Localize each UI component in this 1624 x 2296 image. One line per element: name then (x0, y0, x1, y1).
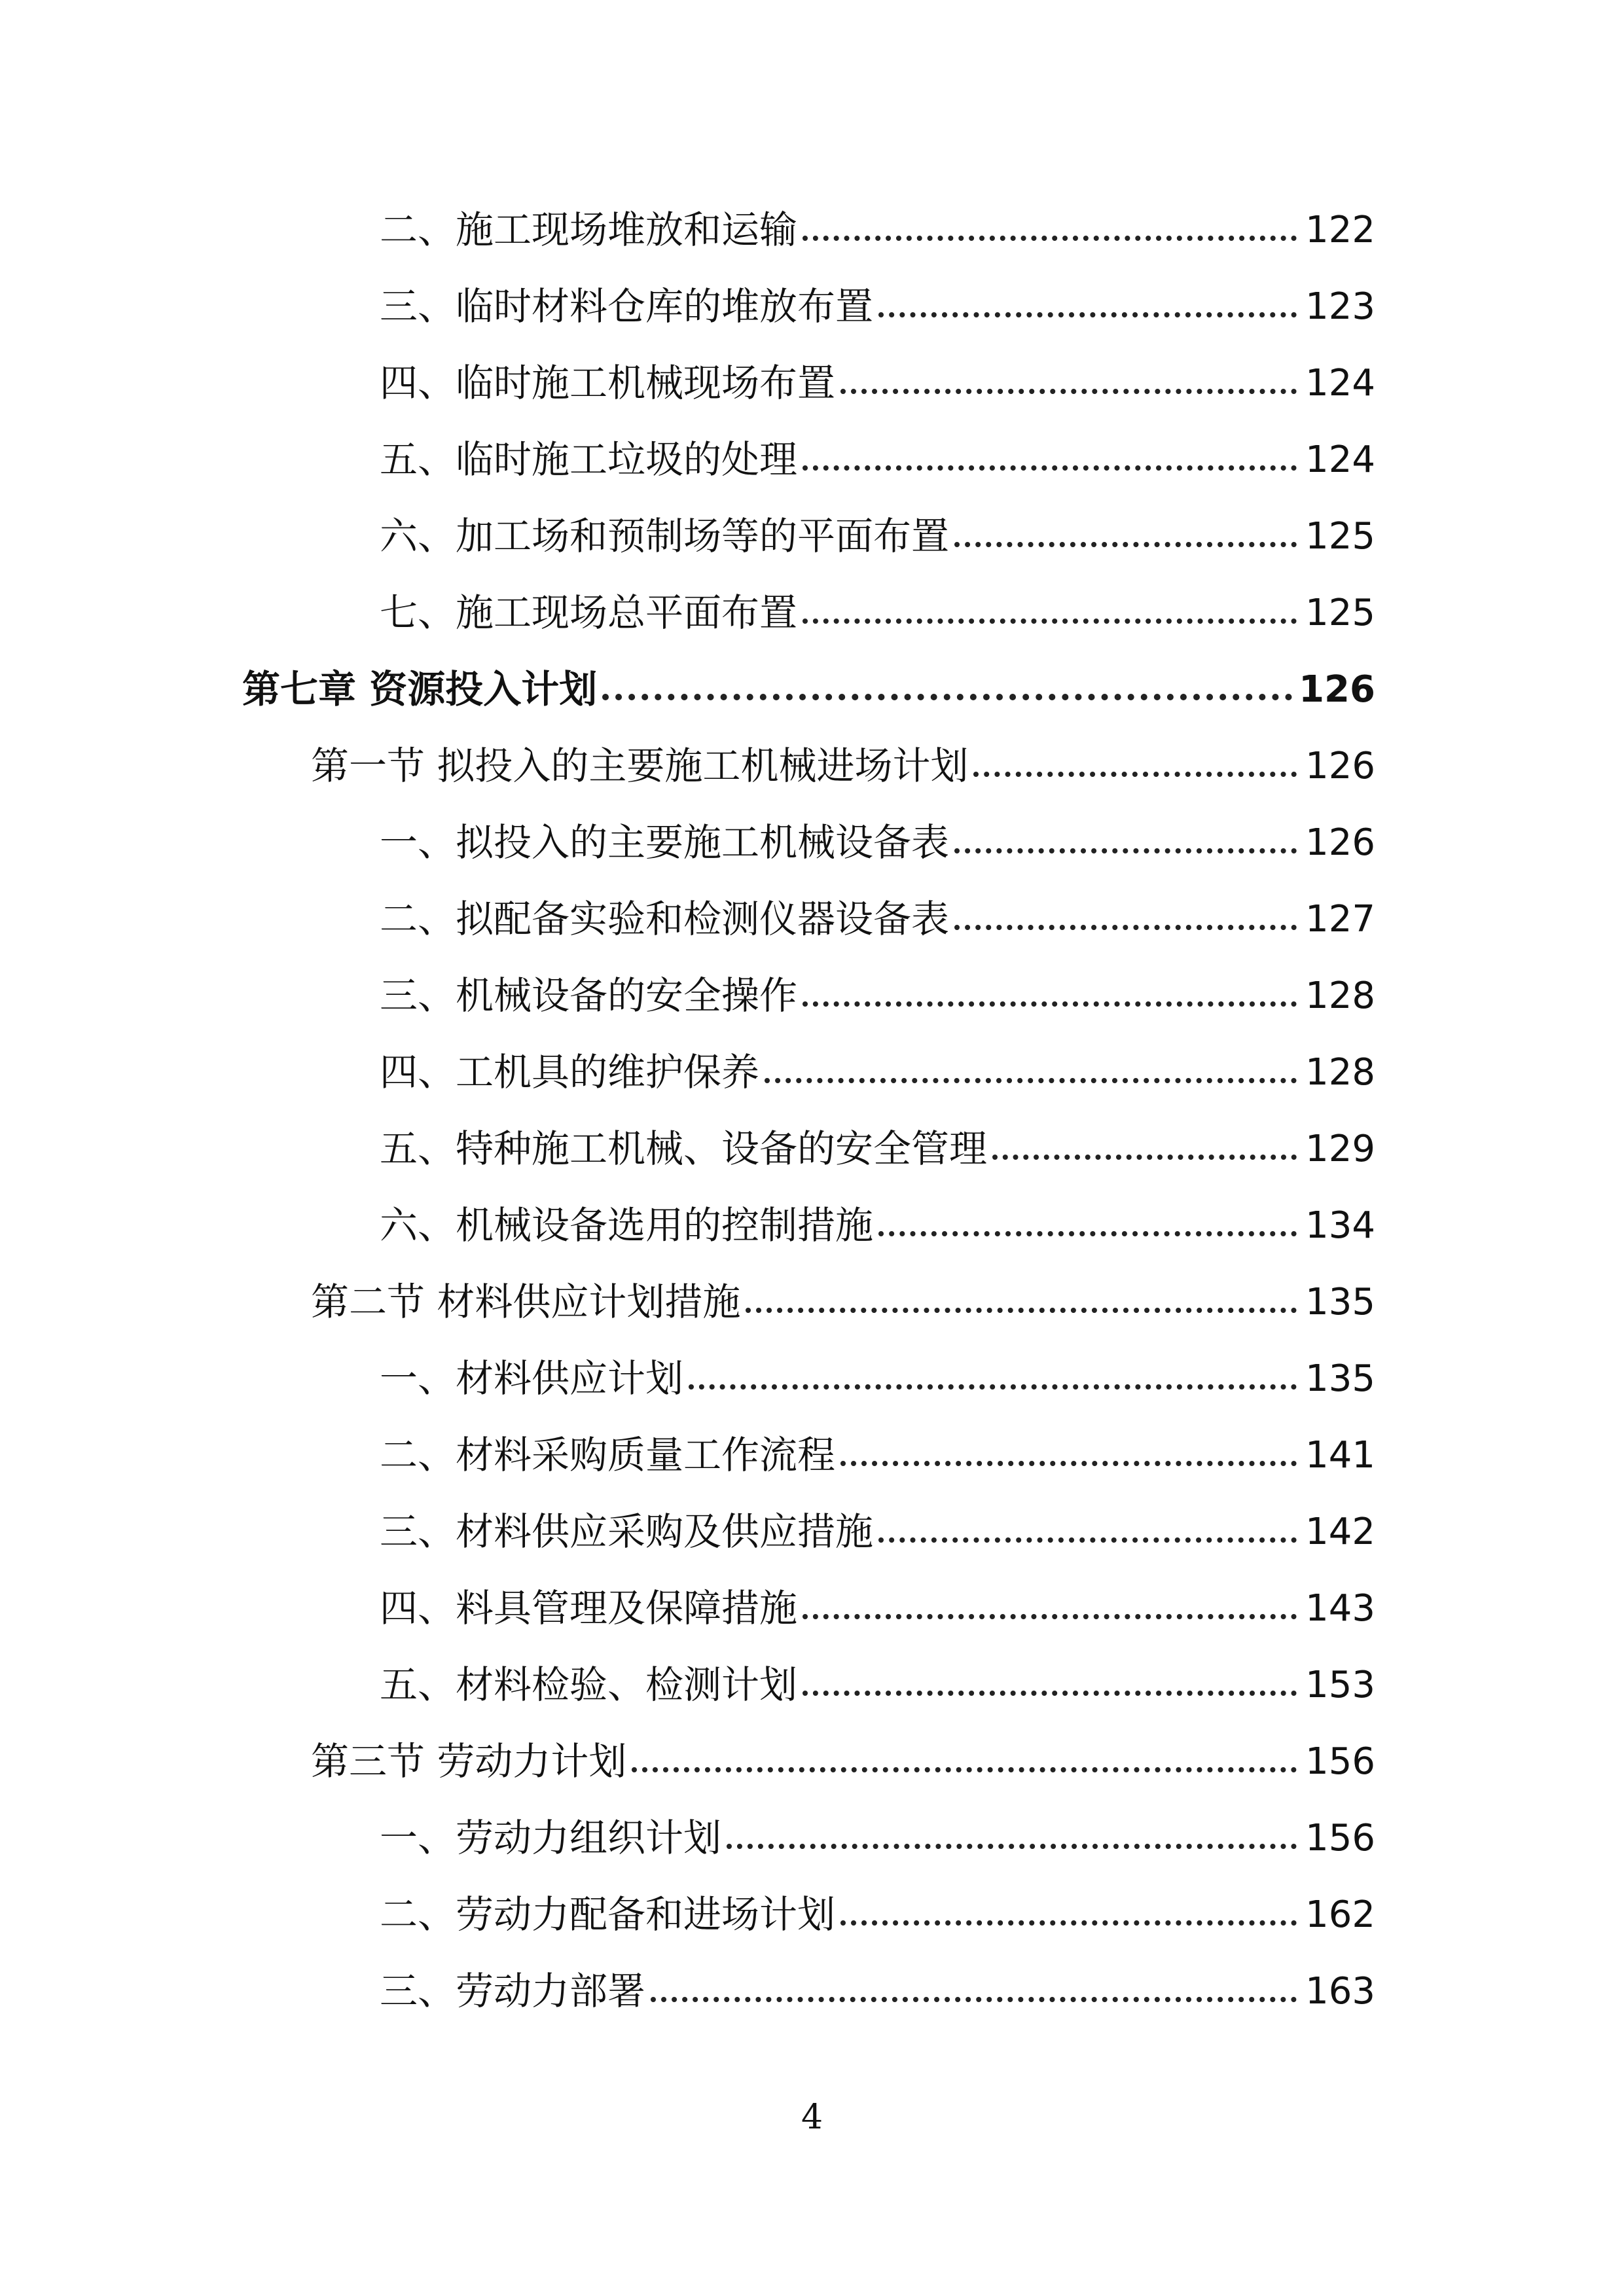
toc-entry-page: 128 (1305, 1051, 1375, 1094)
toc-entry-page: 126 (1299, 668, 1375, 711)
toc-entry[interactable] (0, 802, 1624, 865)
toc-entry-title: 一、材料供应计划 (380, 1356, 684, 1401)
toc-entry-page: 143 (1305, 1587, 1375, 1630)
toc-entry-page: 142 (1305, 1511, 1375, 1553)
toc-leader-dots (840, 1461, 1297, 1466)
toc-leader-dots (746, 1308, 1297, 1313)
toc-section-entry[interactable] (0, 1262, 1624, 1324)
toc-entry-title: 四、临时施工机械现场布置 (380, 361, 836, 405)
toc-entry-page: 124 (1305, 439, 1375, 481)
toc-entry-page: 128 (1305, 975, 1375, 1017)
toc-entry-page: 163 (1305, 1970, 1375, 2013)
toc-entry[interactable] (0, 420, 1624, 482)
toc-leader-dots (878, 312, 1297, 317)
toc-entry[interactable] (0, 1032, 1624, 1094)
toc-leader-dots (803, 1001, 1297, 1007)
toc-entry[interactable] (0, 190, 1624, 252)
toc-entry-title: 二、劳动力配备和进场计划 (380, 1892, 836, 1937)
toc-entry[interactable] (0, 1185, 1624, 1247)
toc-entry-page: 123 (1305, 285, 1375, 328)
toc-leader-dots (651, 1997, 1297, 2002)
toc-entry-page: 125 (1305, 515, 1375, 558)
toc-entry-title: 第七章 资源投入计划 (242, 667, 598, 711)
toc-leader-dots (632, 1767, 1297, 1772)
toc-entry-title: 第一节 拟投入的主要施工机械进场计划 (311, 744, 969, 788)
toc-entry-title: 五、材料检验、检测计划 (380, 1662, 798, 1707)
toc-entry-title: 二、材料采购质量工作流程 (380, 1433, 836, 1477)
toc-leader-dots (973, 772, 1297, 777)
toc-entry-title: 六、加工场和预制场等的平面布置 (380, 514, 950, 558)
toc-entry[interactable] (0, 1338, 1624, 1401)
toc-entry-page: 141 (1305, 1434, 1375, 1477)
toc-leader-dots (803, 1614, 1297, 1619)
toc-entry-title: 二、拟配备实验和检测仪器设备表 (380, 897, 950, 941)
toc-entry-page: 126 (1305, 821, 1375, 864)
toc-entry-page: 156 (1305, 1740, 1375, 1783)
toc-entry-page: 124 (1305, 362, 1375, 404)
toc-entry[interactable] (0, 266, 1624, 329)
toc-entry-title: 七、施工现场总平面布置 (380, 590, 798, 635)
toc-entry[interactable] (0, 1492, 1624, 1554)
toc-entry-title: 一、劳动力组织计划 (380, 1816, 722, 1860)
toc-entry-page: 135 (1305, 1281, 1375, 1323)
toc-entry[interactable] (0, 1568, 1624, 1630)
toc-entry-page: 162 (1305, 1893, 1375, 1936)
toc-entry-page: 127 (1305, 898, 1375, 941)
toc-entry-title: 三、劳动力部署 (380, 1969, 646, 2013)
toc-entry-title: 三、机械设备的安全操作 (380, 973, 798, 1018)
toc-entry-page: 126 (1305, 745, 1375, 787)
toc-entry-page: 122 (1305, 209, 1375, 251)
toc-leader-dots (954, 925, 1297, 930)
toc-entry[interactable] (0, 1951, 1624, 2013)
page-number: 4 (801, 2098, 823, 2137)
toc-entry-title: 四、工机具的维护保养 (380, 1050, 760, 1094)
toc-entry-title: 二、施工现场堆放和运输 (380, 207, 798, 252)
toc-leader-dots (803, 465, 1297, 471)
toc-entry[interactable] (0, 879, 1624, 941)
toc-entry[interactable] (0, 1874, 1624, 1937)
toc-entry[interactable] (0, 1109, 1624, 1171)
toc-leader-dots (803, 619, 1297, 624)
toc-entry-title: 三、临时材料仓库的堆放布置 (380, 284, 874, 329)
toc-entry[interactable] (0, 1415, 1624, 1477)
toc-entry-title: 第三节 劳动力计划 (311, 1739, 627, 1784)
toc-entry-title: 四、料具管理及保障措施 (380, 1586, 798, 1630)
toc-leader-dots (689, 1384, 1297, 1390)
toc-entry-title: 三、材料供应采购及供应措施 (380, 1509, 874, 1554)
toc-entry-title: 第二节 材料供应计划措施 (311, 1280, 741, 1324)
toc-leader-dots (840, 389, 1297, 394)
toc-leader-dots (878, 1537, 1297, 1543)
toc-entry-title: 一、拟投入的主要施工机械设备表 (380, 820, 950, 865)
toc-leader-dots (954, 848, 1297, 853)
toc-entry[interactable] (0, 1798, 1624, 1860)
toc-entry-title: 六、机械设备选用的控制措施 (380, 1203, 874, 1247)
toc-entry[interactable] (0, 956, 1624, 1018)
toc-entry-title: 五、特种施工机械、设备的安全管理 (380, 1126, 988, 1171)
toc-chapter-entry[interactable] (0, 649, 1624, 711)
toc-entry-page: 135 (1305, 1357, 1375, 1400)
toc-leader-dots (878, 1231, 1297, 1236)
toc-leader-dots (954, 542, 1297, 547)
toc-entry-page: 153 (1305, 1664, 1375, 1706)
toc-leader-dots (803, 1691, 1297, 1696)
toc-leader-dots (602, 694, 1292, 700)
toc-section-entry[interactable] (0, 1721, 1624, 1784)
toc-entry[interactable] (0, 573, 1624, 635)
toc-leader-dots (992, 1155, 1297, 1160)
toc-leader-dots (803, 236, 1297, 241)
toc-entry-page: 129 (1305, 1128, 1375, 1170)
toc-entry-page: 134 (1305, 1204, 1375, 1247)
toc-leader-dots (840, 1920, 1297, 1926)
toc-leader-dots (727, 1844, 1297, 1849)
toc-entry[interactable] (0, 496, 1624, 558)
toc-entry-title: 五、临时施工垃圾的处理 (380, 437, 798, 482)
toc-entry-page: 156 (1305, 1817, 1375, 1859)
toc-entry-page: 125 (1305, 592, 1375, 634)
toc-section-entry[interactable] (0, 726, 1624, 788)
toc-entry[interactable] (0, 1645, 1624, 1707)
toc-entry[interactable] (0, 343, 1624, 405)
toc-leader-dots (765, 1078, 1297, 1083)
